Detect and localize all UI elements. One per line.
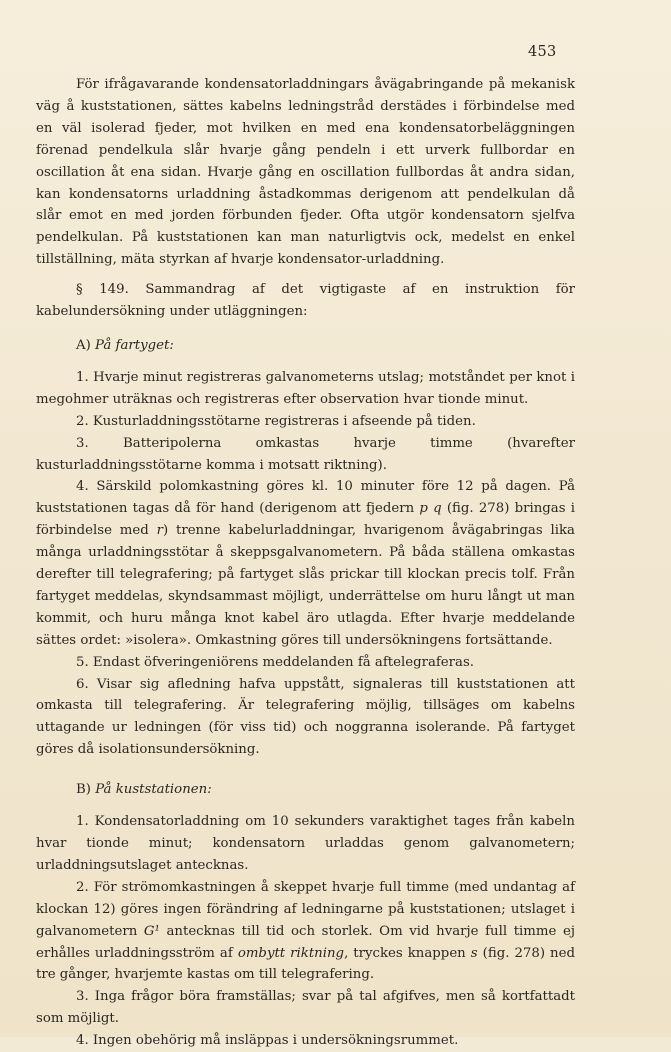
item-text: Visar sig afledning hafva uppstått, signaleras till kuststationen att omkasta till telegrafering. Är telegrafering möjlig, tillsäges om kabelns uttagande ur ledningen (för viss tid) och noggranna isolerande. På fartyget göres då isolationsundersökning. [36,676,575,758]
item-text: Endast öfveringeniörens meddelanden få aftelegraferas. [92,654,475,670]
item-text: (fig. 278) bringas i förbindelse med [36,501,575,539]
item-text: Batteripolerna omkastas hvarje timme (hvarefter kusturladdningsstötarne komma i motsatt riktning). [36,435,576,473]
item-number: 1. [76,369,89,385]
list-item [36,674,575,762]
variable-pq: p q [419,501,442,517]
item-text: , tryckes knappen [344,945,471,961]
item-text: Hvarje minut registreras galvanometerns utslag; motståndet per knot i megohmer uträknas och registreras efter observation hvar tionde minut. [36,369,575,407]
section-label: § 149. [76,282,129,298]
item-text: Kusturladdningsstötarne registreras i afseende på tiden. [92,413,476,429]
emphasis-ombytt: ombytt riktning [237,945,345,961]
variable-g1: G¹ [143,923,160,939]
item-number: 4. [76,479,89,495]
section-heading [36,279,575,323]
part-b-heading [36,779,575,801]
item-text: Ingen obehörig må insläppas i undersökningsrummet. [92,1033,459,1049]
item-text: För strömomkastningen å skeppet hvarje full timme (med undantag af klockan 12) göres ingen förändring af ledningarne på kuststationen; utslaget i galvanometern [36,879,575,939]
section-title: Sammandrag af det vigtigaste af en instruktion för kabelundersökning under utläggningen: [36,282,575,320]
item-number: 6. [76,676,89,692]
item-number: 2. [76,879,89,895]
part-a-heading [36,335,575,357]
part-a-title: På fartyget: [95,337,174,353]
list-item [36,986,575,1030]
list-item [36,476,575,651]
item-text: (fig. 278) ned tre gånger, hvarjemte kastas om till telegrafering. [36,945,575,983]
item-text: Inga frågor böra framställas; svar på tal afgifves, men så kortfattadt som möjligt. [36,989,575,1027]
part-b-title: På kuststationen: [95,782,212,798]
part-a-label: A) [76,337,91,353]
part-b-label: B) [76,782,91,798]
intro-paragraph: För ifrågavarande kondensatorladdningars åvägabringande på mekanisk väg å kuststationen, sättes kabelns ledningstråd derstädes i förbindelse med en väl isolerad fjeder, mot hvilken en med ena kondensatorbeläggningen förenad pendelkula slår hvarje gång pendeln i ett urverk fullbordar en oscillation åt ena sidan. Hvarje gång en oscillation fullbordas åt andra sidan, kan kondensatorns urladdning åstadkommas derigenom att pendelkulan då slår emot en med jorden förbunden fjeder. Ofta utgör kondensatorn sjelfva pendelkulan. På kuststationen kan man naturligtvis ock, medelst en enkel tillställning, mäta styrkan af hvarje kondensator-urladdning. [36,77,575,268]
page-number: 453 [528,44,557,60]
item-text: Kondensatorladdning om 10 sekunders varaktighet tages från kabeln hvar tionde minut; kondensatorn urladdas genom galvanometern; urladdningsutslaget antecknas. [36,814,575,873]
item-number: 4. [76,1033,89,1049]
list-item [36,411,575,433]
variable-s: s [470,945,478,961]
item-text: antecknas till tid och storlek. Om vid hvarje full timme ej erhålles urladdningsström af [36,923,575,961]
variable-r: r [156,523,163,539]
list-item [36,433,575,477]
list-item [36,1030,575,1052]
item-text: ) trenne kabelurladdningar, hvarigenom åvägabringas lika många urladdningsstötar å skeppsgalvanometern. På båda ställena omkastas derefter till telegrafering; på fartyget slås prickar till klockan precis tolf. Från fartyget meddelas, skyndsammast möjligt, underrättelse om huru långt ut man kommit, och huru många knot kabel äro utlagda. Efter hvarje meddelande sättes ordet: »isolera». Omkastning göres till undersökningens fortsättande. [36,523,575,648]
list-item [36,877,575,987]
list-item [36,367,575,411]
item-number: 5. [76,654,89,670]
item-number: 2. [76,413,89,429]
list-item [36,811,575,877]
item-text: Särskild polomkastning göres kl. 10 minuter före 12 på dagen. På kuststationen tagas då för hand (derigenom att fjedern [36,479,576,517]
item-number: 3. [76,989,89,1005]
page-body [36,74,575,1052]
item-number: 1. [76,814,89,830]
list-item [36,652,575,674]
item-number: 3. [76,435,89,451]
